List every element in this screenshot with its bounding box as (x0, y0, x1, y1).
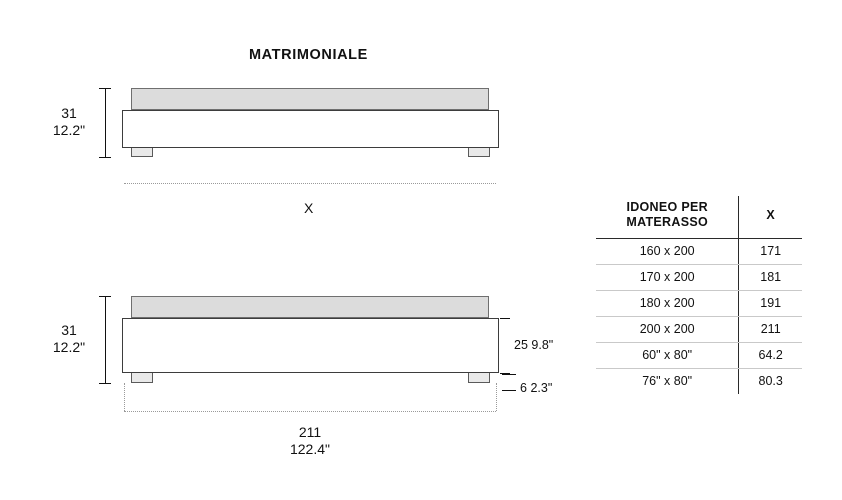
table-header-x: X (739, 196, 802, 239)
table-header-size (596, 196, 739, 239)
bed-foot-right-front (468, 373, 490, 383)
width-symbol-top: X (304, 200, 314, 216)
foot-height-tick-upper (502, 374, 516, 375)
spec-table (596, 196, 802, 394)
table-body (596, 239, 802, 395)
height-dimension-line-front (105, 296, 106, 383)
table-cell-size: 160 x 200 (596, 239, 739, 265)
foot-height-tick-lower (502, 390, 516, 391)
table-header-row (596, 196, 802, 239)
length-extension-left (124, 383, 125, 411)
table-row (596, 239, 802, 265)
length-dimension-label: 211 122.4" (289, 424, 330, 457)
table-row (596, 369, 802, 395)
table-cell-x: 80.3 (739, 369, 802, 395)
foot-height-label: 6 2.3" (520, 381, 553, 395)
table-cell-size: 60" x 80" (596, 343, 739, 369)
bed-base-shape-front (122, 318, 499, 373)
table-header-size-line1: IDONEO PER (626, 200, 708, 214)
table-cell-x: 191 (739, 291, 802, 317)
table-cell-size: 76" x 80" (642, 374, 693, 388)
table-header-size-line2: MATERASSO (626, 215, 708, 229)
spec-table-wrapper (596, 196, 802, 394)
mattress-shape-front (131, 296, 489, 318)
table-cell-x: 181 (739, 265, 802, 291)
base-height-tick-upper (500, 318, 510, 319)
base-height-label: 25 9.8" (514, 338, 554, 352)
length-extension-right (496, 383, 497, 411)
bed-foot-left-front (131, 373, 153, 383)
height-dimension-tick-lower-front (99, 383, 111, 384)
baseline-dotted-front (124, 411, 496, 412)
table-cell-x: 211 (739, 317, 802, 343)
table-cell-size: 200 x 200 (596, 317, 739, 343)
table-row (596, 343, 802, 369)
height-dimension-tick-upper-front (99, 296, 111, 297)
table-cell-size: 170 x 200 (596, 265, 739, 291)
table-row (596, 291, 802, 317)
table-row (596, 317, 802, 343)
height-dimension-label-top: 31 12.2" (52, 105, 86, 138)
table-row (596, 265, 802, 291)
table-cell-x: 64.2 (739, 343, 802, 369)
height-dimension-label-front: 31 12.2" (52, 322, 86, 355)
table-cell-x: 171 (739, 239, 802, 265)
page-title: MATRIMONIALE (249, 47, 368, 63)
table-cell-size: 180 x 200 (596, 291, 739, 317)
